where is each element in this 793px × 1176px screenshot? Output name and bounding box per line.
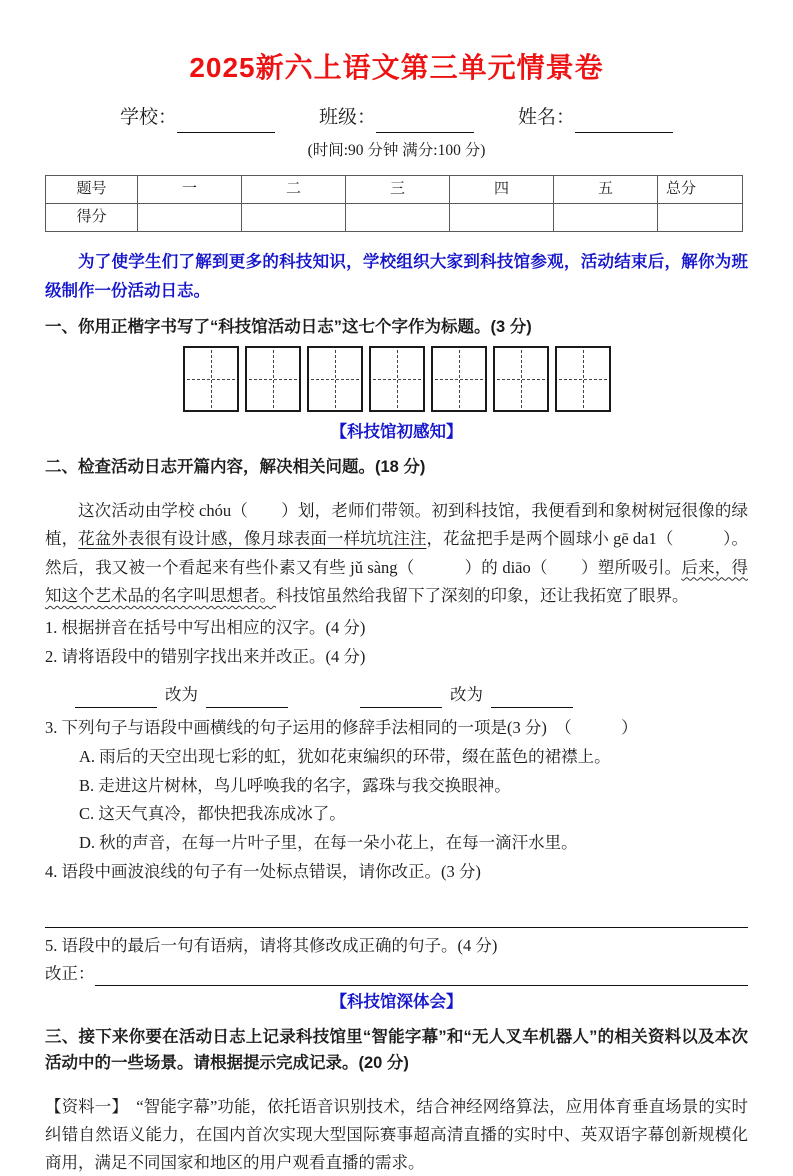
option-b: B. 走进这片树林，鸟儿呼唤我的名字，露珠与我交换眼神。 — [79, 775, 511, 795]
section-label-deep-experience: 【科技馆深体会】 — [330, 993, 463, 1012]
score-cell-empty — [554, 203, 658, 231]
option-d: D. 秋的声音，在每一片叶子里，在每一朵小花上，在每一滴汗水里。 — [79, 833, 578, 853]
score-header-cell: 一 — [138, 175, 242, 203]
question-2-answer-blanks — [45, 682, 748, 708]
question-5: 5. 语段中的最后一句有语病，请将其修改成正确的句子。(4 分) — [45, 936, 498, 955]
class-blank — [376, 111, 474, 133]
answer-blank — [75, 689, 157, 708]
passage-underlined-wavy: 后来，得知这个艺术品的名字叫思想者。 — [45, 557, 748, 606]
writing-box — [183, 346, 239, 412]
writing-box — [555, 346, 611, 412]
score-row-label: 得分 — [46, 203, 138, 231]
passage-part1: 这次活动由学校 chóu（ ）划，老师们带领。初到科技馆，我便看到和象树树冠很像的绿植， — [45, 500, 748, 549]
class-field — [319, 103, 474, 132]
class-label: 班级： — [318, 107, 376, 129]
score-header-cell: 题号 — [46, 175, 138, 203]
passage-part3: 科技馆虽然给我留下了深刻的印象，还让我拓宽了眼界。 — [276, 586, 689, 606]
score-header-cell: 二 — [242, 175, 346, 203]
score-table-score-row — [46, 203, 743, 231]
answer-blank — [95, 966, 749, 987]
school-blank — [177, 111, 275, 133]
question-4: 4. 语段中画波浪线的句子有一处标点错误，请你改正。(3 分) — [45, 862, 481, 882]
scenario-intro: 为了使学生们了解到更多的科技知识，学校组织大家到科技馆参观，活动结束后，解你为班级制作一份活动日志。 — [45, 253, 748, 301]
name-label: 姓名： — [518, 107, 576, 129]
answer-blank — [491, 689, 573, 708]
score-table-header-row — [46, 175, 743, 203]
writing-box — [369, 346, 425, 412]
fix-label: 改正： — [45, 963, 95, 983]
page-title: 2025新六上语文第三单元情景卷 — [189, 52, 604, 83]
section1-heading: 一、你用正楷字书写了“科技馆活动日志”这七个字作为标题。(3 分) — [45, 318, 532, 337]
change-to-label: 改为 — [165, 685, 198, 705]
time-score-note: (时间:90 分钟 满分:100 分) — [307, 141, 486, 159]
score-header-cell: 四 — [450, 175, 554, 203]
writing-box — [431, 346, 487, 412]
answer-blank — [206, 689, 288, 708]
reading-passage — [45, 497, 748, 611]
question-4-answer-line — [45, 901, 748, 928]
answer-blank — [360, 689, 442, 708]
material-1: 【资料一】 “智能字幕”功能，依托语音识别技术，结合神经网络算法，应用体育垂直场景的实时纠错自然语义能力，在国内首次实现大型国际赛事超高清直播的实时中、英双语字幕创新规模化商用，满足不同国家和地区的用户观看直播的需求。 — [45, 1097, 748, 1172]
name-blank — [575, 111, 673, 133]
score-header-cell: 三 — [346, 175, 450, 203]
question-3: 3. 下列句子与语段中画横线的句子运用的修辞手法相同的一项是(3 分) （ ） — [45, 717, 638, 737]
option-c: C. 这天气真冷，都快把我冻成冰了。 — [79, 804, 346, 824]
score-cell-empty — [138, 203, 242, 231]
school-label: 学校： — [119, 107, 177, 129]
writing-box — [493, 346, 549, 412]
score-cell-empty — [242, 203, 346, 231]
handwriting-grid — [45, 346, 748, 412]
score-header-cell-total: 总分 — [658, 175, 743, 203]
passage-underlined-solid: 花盆外表很有设计感，像月球表面一样坑坑注注 — [78, 529, 427, 549]
score-cell-empty — [450, 203, 554, 231]
score-cell-empty — [346, 203, 450, 231]
writing-box — [307, 346, 363, 412]
name-field — [518, 103, 673, 132]
section-label-first-impression: 【科技馆初感知】 — [330, 423, 463, 442]
option-a: A. 雨后的天空出现七彩的虹，犹如花束编织的环带，缀在蓝色的裙襟上。 — [79, 746, 611, 766]
question-5-answer-row — [45, 961, 748, 987]
section3-heading: 三、接下来你要在活动日志上记录科技馆里“智能字幕”和“无人叉车机器人”的相关资料以及本次活动中的一些场景。请根据提示完成记录。(20 分) — [45, 1028, 748, 1073]
score-cell-empty — [658, 203, 743, 231]
student-info-line — [45, 103, 748, 132]
score-header-cell: 五 — [554, 175, 658, 203]
question-2: 2. 请将语段中的错别字找出来并改正。(4 分) — [45, 647, 366, 667]
section2-heading: 二、检查活动日志开篇内容，解决相关问题。(18 分) — [45, 458, 426, 477]
score-table — [45, 175, 743, 232]
school-field — [120, 103, 275, 132]
question-1: 1. 根据拼音在括号中写出相应的汉字。(4 分) — [45, 618, 366, 638]
writing-box — [245, 346, 301, 412]
question-3-options — [45, 743, 748, 859]
change-to-label: 改为 — [450, 685, 483, 705]
passage-part2: ，花盆把手是两个圆球小 gē da1（ ）。然后，我又被一个看起来有些仆素又有些 jǔ sàng（ ）的 diāo（ ）塑所吸引。 — [45, 529, 748, 577]
